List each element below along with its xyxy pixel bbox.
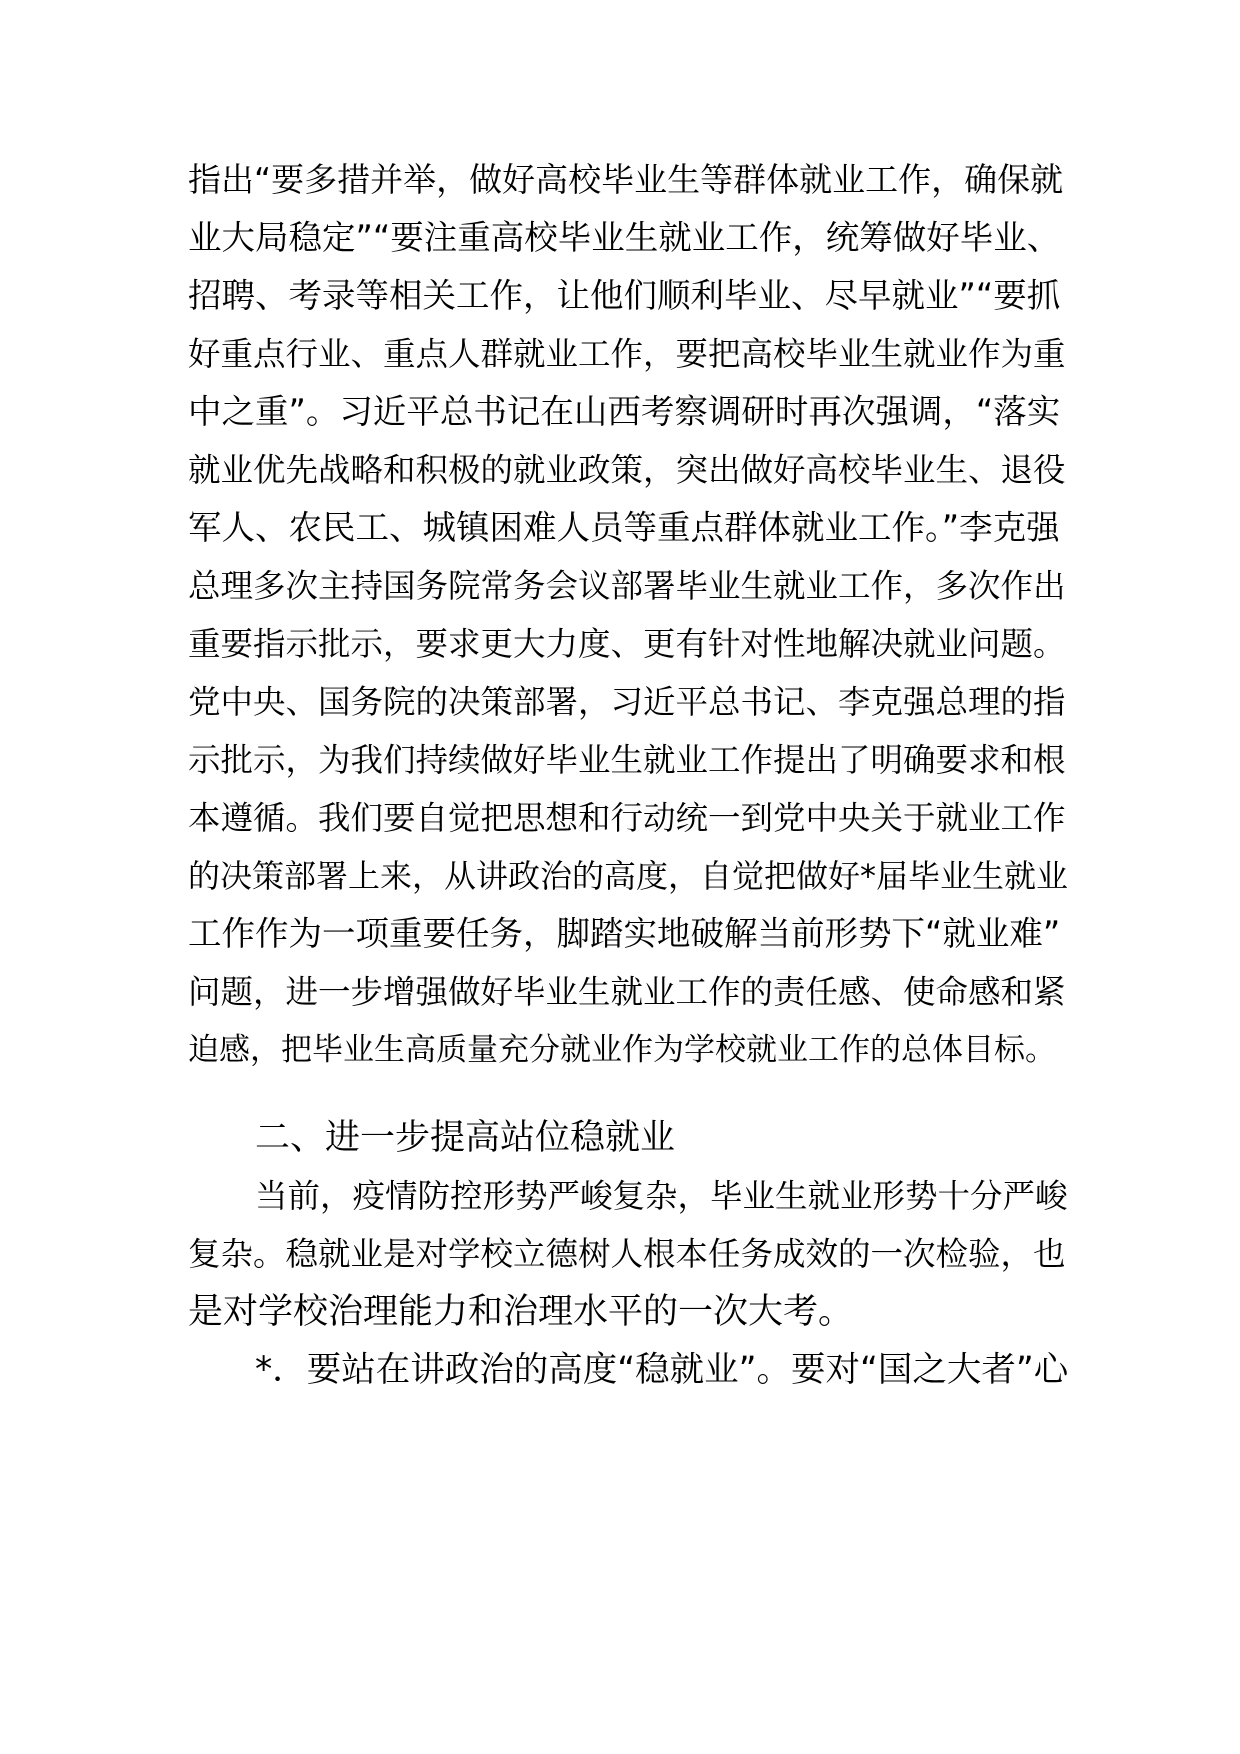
paragraph-line: 的决策部署上来，从讲政治的高度，自觉把做好*届毕业生就业 xyxy=(188,857,1069,895)
paragraph-line: 军人、农民工、城镇困难人员等重点群体就业工作。”李克强 xyxy=(188,508,1060,547)
paragraph-line: 党中央、国务院的决策部署，习近平总书记、李克强总理的指 xyxy=(188,683,1066,721)
paragraph-line: 总理多次主持国务院常务会议部署毕业生就业工作，多次作出 xyxy=(188,567,1066,605)
paragraph-line: 当前，疫情防控形势严峻复杂，毕业生就业形势十分严峻 xyxy=(255,1177,1068,1215)
paragraph-line: 复杂。稳就业是对学校立德树人根本任务成效的一次检验，也 xyxy=(188,1235,1066,1273)
paragraph-line: 就业优先战略和积极的就业政策，突出做好高校毕业生、退役 xyxy=(188,451,1066,489)
paragraph-line: 好重点行业、重点人群就业工作，要把高校毕业生就业作为重 xyxy=(188,335,1066,373)
paragraph-line: 问题，进一步增强做好毕业生就业工作的责任感、使命感和紧 xyxy=(188,973,1066,1011)
paragraph-line: 本遵循。我们要自觉把思想和行动统一到党中央关于就业工作 xyxy=(188,799,1066,837)
paragraph-line: 招聘、考录等相关工作，让他们顺利毕业、尽早就业”“要抓 xyxy=(188,276,1061,315)
paragraph-line: 重要指示批示，要求更大力度、更有针对性地解决就业问题。 xyxy=(188,625,1066,663)
paragraph-line: *．要站在讲政治的高度“稳就业”。要对“国之大者”心 xyxy=(255,1350,1069,1390)
paragraph-line: 是对学校治理能力和治理水平的一次大考。 xyxy=(188,1292,854,1332)
paragraph-line: 示批示，为我们持续做好毕业生就业工作提出了明确要求和根 xyxy=(188,741,1066,779)
paragraph-line: 业大局稳定”“要注重高校毕业生就业工作，统筹做好毕业、 xyxy=(188,218,1061,257)
section-heading: 二、进一步提高站位稳就业 xyxy=(255,1118,676,1158)
paragraph-line: 迫感，把毕业生高质量充分就业作为学校就业工作的总体目标。 xyxy=(188,1032,1056,1068)
paragraph-line: 工作作为一项重要任务，脚踏实地破解当前形势下“就业难” xyxy=(188,914,1061,953)
paragraph-line: 中之重”。习近平总书记在山西考察调研时再次强调，“落实 xyxy=(188,392,1061,431)
paragraph-line: 指出“要多措并举，做好高校毕业生等群体就业工作，确保就 xyxy=(188,160,1064,199)
